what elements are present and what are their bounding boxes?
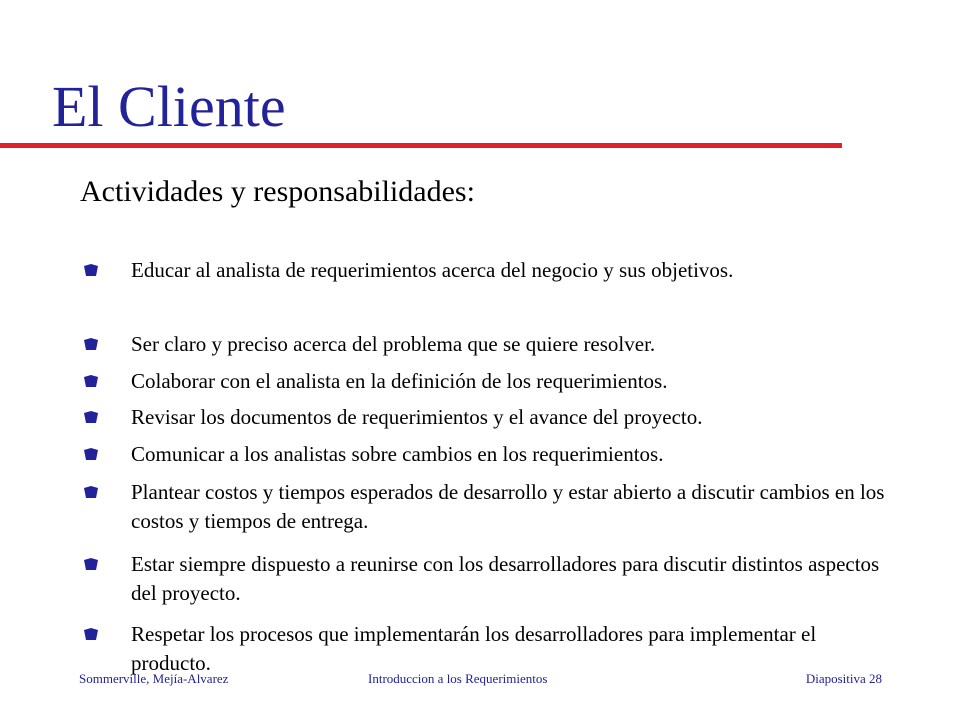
square-diamond-bullet-icon — [84, 338, 98, 350]
square-diamond-bullet-icon — [84, 448, 98, 460]
bullet-text: Plantear costos y tiempos esperados de desarrollo y estar abierto a discutir cambios en los costos y tiempos de entrega. — [131, 480, 885, 533]
square-diamond-bullet-icon — [84, 558, 98, 570]
slide-subtitle: Actividades y responsabilidades: — [80, 175, 475, 208]
bullet-text: Revisar los documentos de requerimientos y el avance del proyecto. — [131, 405, 703, 429]
footer-authors: Sommerville, Mejía-Alvarez — [79, 671, 229, 686]
square-diamond-bullet-icon — [84, 264, 98, 276]
footer-course-title: Introduccion a los Requerimientos — [368, 671, 548, 686]
square-diamond-bullet-icon — [84, 628, 98, 640]
bullet-text: Estar siempre dispuesto a reunirse con los desarrolladores para discutir distintos aspectos del proyecto. — [131, 552, 880, 605]
square-diamond-bullet-icon — [84, 375, 98, 387]
bullet-text: Respetar los procesos que implementarán los desarrolladores para implementar el producto. — [131, 622, 817, 675]
slide-title: El Cliente — [52, 74, 286, 139]
bullet-text: Educar al analista de requerimientos acerca del negocio y sus objetivos. — [131, 258, 734, 282]
bullet-text: Colaborar con el analista en la definición de los requerimientos. — [131, 369, 668, 393]
bullet-text: Comunicar a los analistas sobre cambios en los requerimientos. — [131, 442, 664, 466]
footer-slide-number: Diapositiva 28 — [805, 671, 882, 686]
square-diamond-bullet-icon — [84, 486, 98, 498]
square-diamond-bullet-icon — [84, 411, 98, 423]
bullet-text: Ser claro y preciso acerca del problema que se quiere resolver. — [131, 332, 656, 356]
